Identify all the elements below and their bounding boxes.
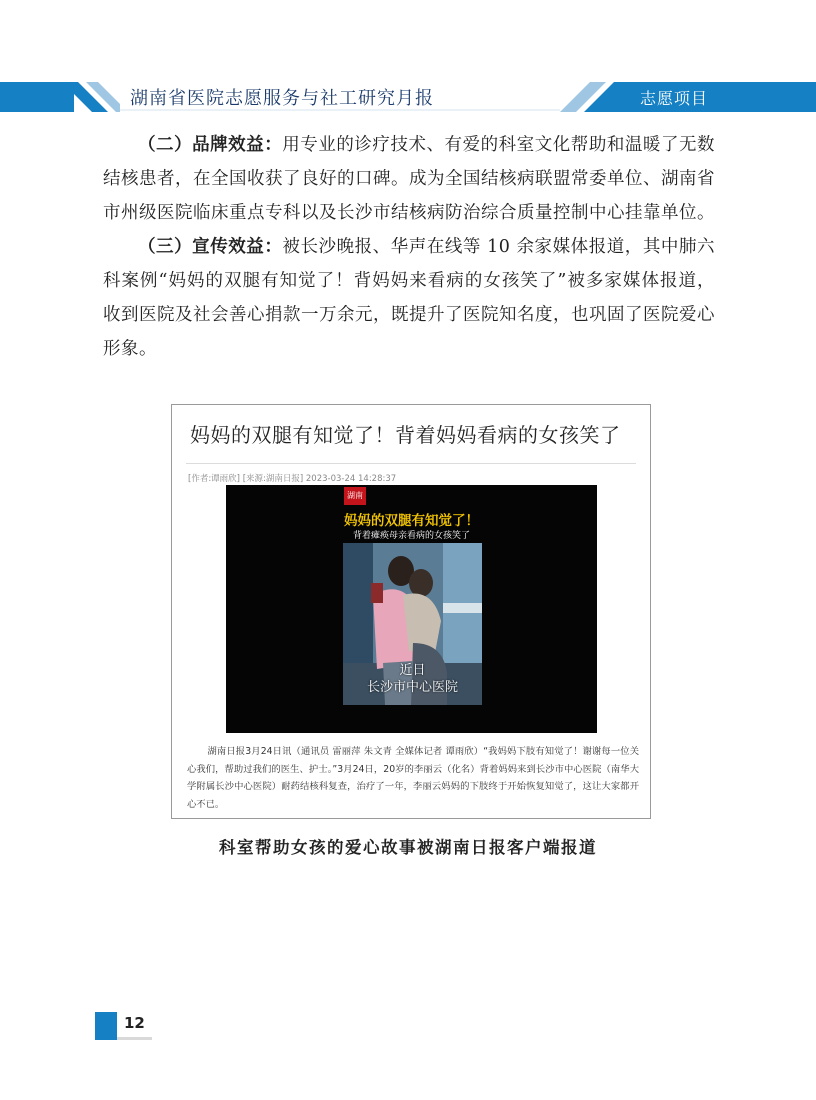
body-text bbox=[103, 128, 715, 366]
section-label: 志愿项目 bbox=[640, 89, 709, 108]
video-title: 妈妈的双腿有知觉了！ bbox=[344, 513, 479, 529]
paragraph-text: 用专业的诊疗技术、有爱的科室文化帮助和温暖了无数结核患者，在全国收获了良好的口碑。成为全国结核病联盟常委单位、湖南省市州级医院临床重点专科以及长沙市结核病防治综合质量控制中心挂靠单位。 bbox=[103, 135, 716, 223]
media-logo: 湖南 bbox=[344, 487, 366, 505]
paragraph-publicity-benefit bbox=[103, 230, 715, 366]
news-meta: [作者:谭雨欣] [来源:湖南日报] 2023-03-24 14:28:37 bbox=[188, 474, 397, 484]
page-number: 12 bbox=[124, 1014, 145, 1032]
paragraph-brand-benefit bbox=[103, 128, 715, 230]
figure-caption: 科室帮助女孩的爱心故事被湖南日报客户端报道 bbox=[219, 838, 597, 857]
video-frame-photo bbox=[343, 543, 482, 705]
paragraph-text: 被长沙晚报、华声在线等 10 余家媒体报道，其中肺六科案例“妈妈的双腿有知觉了！背妈妈来看病的女孩笑了”被多家媒体报道，收到医院及社会善心捐款一万余元，既提升了医院知名度，也巩固了医院爱心形象。 bbox=[103, 237, 715, 359]
divider bbox=[186, 463, 636, 464]
news-screenshot-figure bbox=[171, 404, 651, 819]
page-number-marker bbox=[95, 1012, 117, 1040]
video-subtitle: 背着瘫痪母亲看病的女孩笑了 bbox=[352, 531, 470, 541]
news-video[interactable] bbox=[226, 485, 597, 733]
paragraph-label: （二）品牌效益： bbox=[138, 135, 283, 155]
paragraph-label: （三）宣传效益： bbox=[138, 237, 283, 257]
video-caption-line1: 近日 bbox=[399, 663, 426, 678]
news-headline: 妈妈的双腿有知觉了！背着妈妈看病的女孩笑了 bbox=[190, 423, 621, 447]
video-caption-line2: 长沙市中心医院 bbox=[366, 680, 458, 695]
page-number-underline bbox=[117, 1037, 152, 1040]
news-article-text: 湖南日报3月24日讯（通讯员 雷丽萍 朱文青 全媒体记者 谭雨欣）“我妈妈下肢有知觉了！谢谢每一位关心我们，帮助过我们的医生、护士。”3月24日，20岁的李丽云（化名）背着妈妈来到长沙市中心医院（南华大学附属长沙中心医院）耐药结核科复查，治疗了一年，李丽云妈妈的下肢终于开始恢复知觉了，这让大家都开心不已。 bbox=[187, 746, 639, 810]
publication-title: 湖南省医院志愿服务与社工研究月报 bbox=[130, 88, 434, 109]
